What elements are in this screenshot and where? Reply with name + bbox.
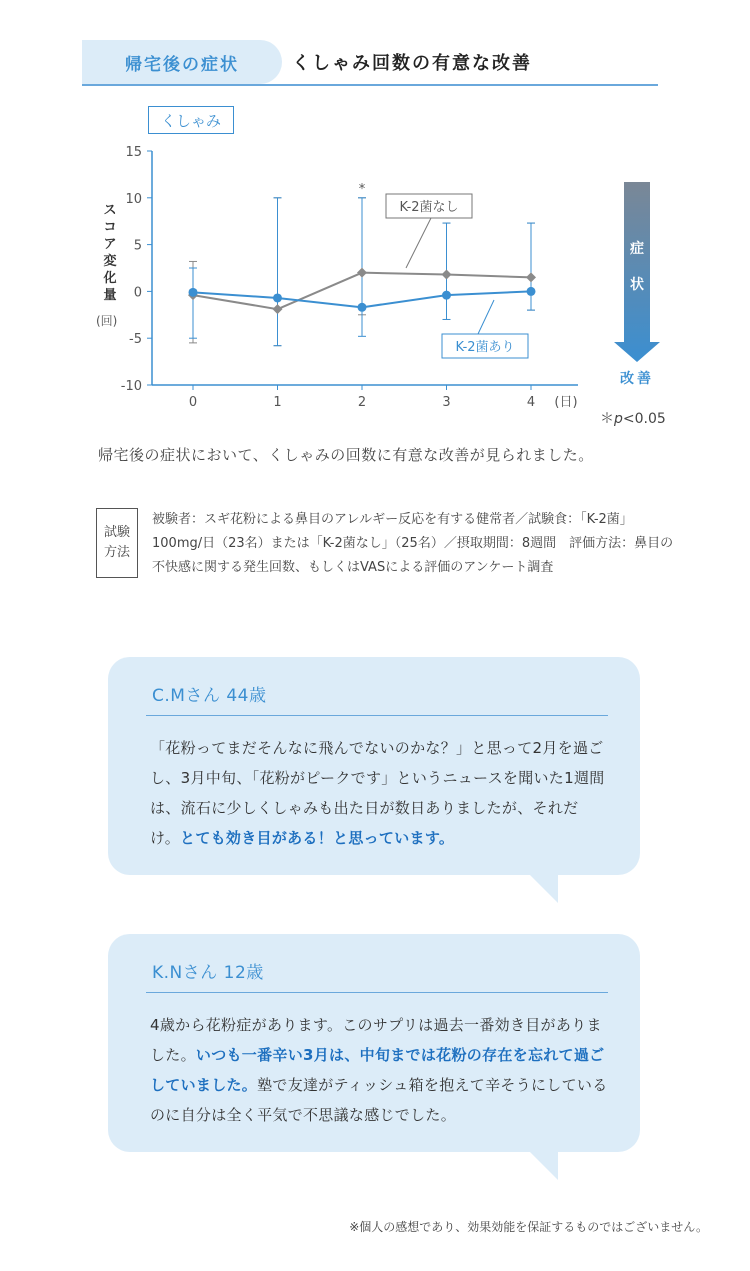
testimonial-name: C.Mさん 44歳 [152,686,267,706]
x-tick-label: 2 [357,395,367,410]
x-tick-label: 0 [188,395,198,410]
data-point [189,288,198,297]
data-point [442,291,451,300]
y-tick-label: 0 [133,285,142,301]
improvement-caption: 改善 [620,371,654,387]
testimonial-card [108,934,640,1152]
method-label-box: 試験 方法 [96,508,138,578]
testimonial-name: K.Nさん 12歳 [152,963,264,983]
legend-label: K-2菌なし [399,200,459,215]
result-summary: 帰宅後の症状において、くしゃみの回数に有意な改善が見られました。 [98,446,594,464]
chart-label: くしゃみ [148,106,234,134]
data-point [357,268,367,278]
data-point [358,303,367,312]
divider [146,715,608,716]
divider [146,992,608,993]
legend-pointer [478,300,494,334]
bubble-tail [528,873,558,903]
testimonial-card [108,657,640,875]
data-point [526,272,536,282]
y-tick-label: -5 [129,332,142,348]
y-tick-label: 5 [133,238,142,254]
disclaimer: ※個人の感想であり、効果効能を保証するものではございません。 [349,1220,708,1234]
y-tick-label: 15 [125,145,142,160]
x-tick-label: 3 [442,395,451,410]
arrow-label-2: 状 [630,277,644,293]
down-arrow-icon [614,182,660,362]
data-point [527,287,536,296]
testimonial-text: 「花粉ってまだそんなに飛んでないのかな？」と思って2月を過ごし、3月中旬、「花粉がピークです」というニュースを聞いた1週間は、流石に少しくしゃみも出た日が数日ありましたが、それだけ。とても効き目がある！と思っています。 [150,739,605,847]
y-axis-label: ス コ ア 変 化 量 [103,203,117,303]
x-tick-label: 4 [526,395,536,410]
data-point [442,270,452,280]
method-description: 被験者：スギ花粉による鼻目のアレルギー反応を有する健常者／試験食：「K-2菌」100mg/日（23名）または「K-2菌なし」（25名）／摂取期間：8週間 評価方法：鼻目の不快感に関する発生回数、もしくはVASによる評価のアンケート調査 [152,512,674,575]
data-point [273,293,282,302]
legend-pointer [406,218,431,268]
improvement-arrow [614,182,660,362]
legend-label: K-2菌あり [455,340,515,355]
arrow-label-1: 症 [630,241,644,257]
testimonial-text: 4歳から花粉症があります。このサプリは過去一番効き目がありました。いつも一番辛い3月は、中旬までは花粉の存在を忘れて過ごしていました。塾で友達がティッシュ箱を抱えて辛そうにしているのに自分は全く平気で不思議な感じでした。 [150,1016,608,1124]
y-axis-unit: (回) [96,314,118,328]
section-tab: 帰宅後の症状 [82,40,282,84]
y-tick-label: -10 [120,379,142,394]
y-tick-label: 10 [125,191,142,207]
x-axis-unit: (日) [554,395,578,410]
data-point [273,304,283,314]
significance-note: ＊p<0.05 [600,411,666,427]
section-title: くしゃみ回数の有意な改善 [292,53,532,74]
bubble-tail [528,1150,558,1180]
significance-mark: * [358,182,366,197]
x-tick-label: 1 [273,395,282,410]
